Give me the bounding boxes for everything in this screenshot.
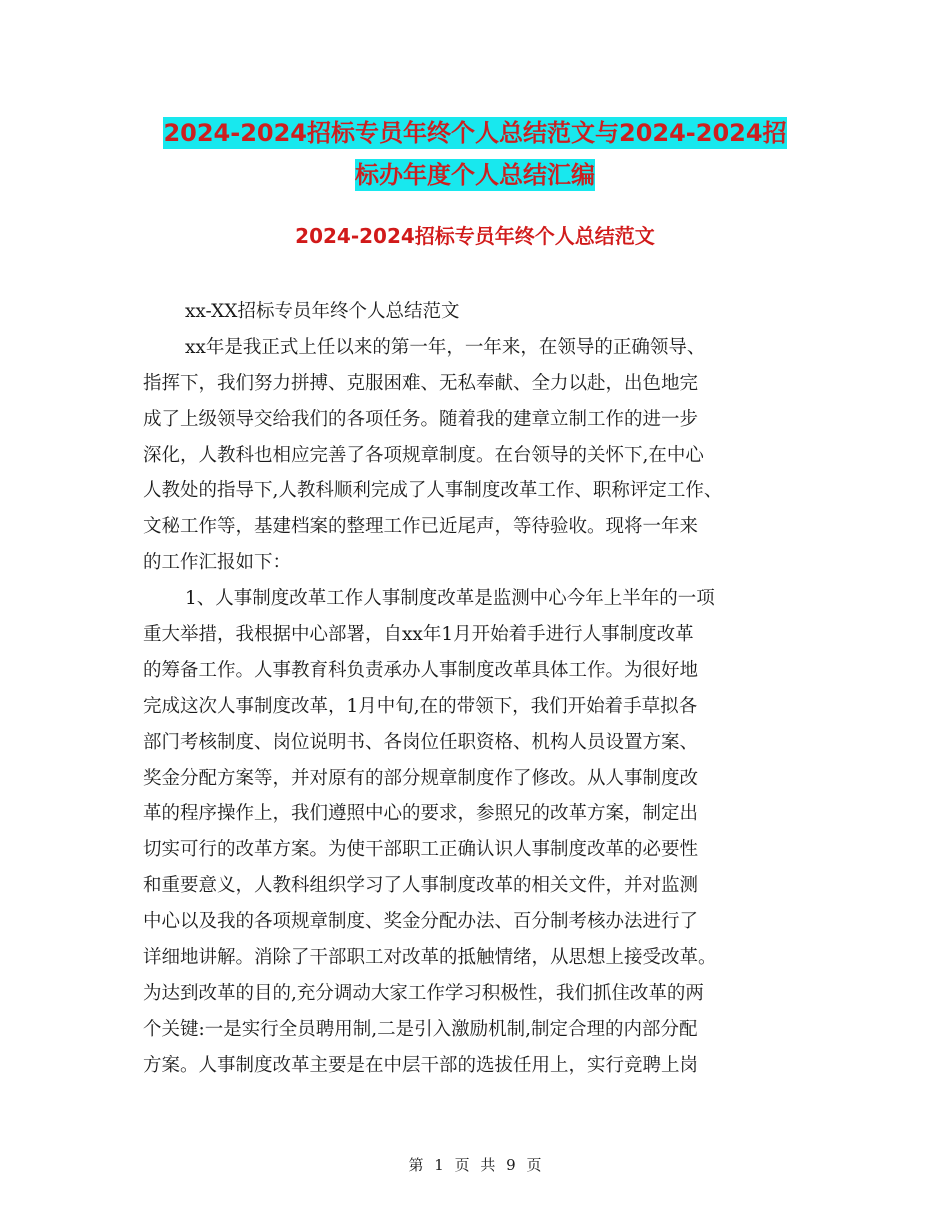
section-title: 2024-2024招标专员年终个人总结范文 <box>295 224 655 248</box>
document-title <box>120 112 830 196</box>
text-line: 成了上级领导交给我们的各项任务。随着我的建章立制工作的进一步 <box>143 408 699 430</box>
text-line: 个关键:一是实行全员聘用制,二是引入激励机制,制定合理的内部分配 <box>143 1018 698 1040</box>
text-line: 1、人事制度改革工作人事制度改革是监测中心今年上半年的一项 <box>185 588 715 610</box>
document-title-line-1: 2024-2024招标专员年终个人总结范文与2024-2024招 <box>163 119 787 147</box>
text-line: 的筹备工作。人事教育科负责承办人事制度改革具体工作。为很好地 <box>143 659 699 681</box>
text-line: 文秘工作等，基建档案的整理工作已近尾声，等待验收。现将一年来 <box>143 516 699 538</box>
text-line: 和重要意义，人教科组织学习了人事制度改革的相关文件，并对监测 <box>143 875 699 897</box>
text-line: 为达到改革的目的,充分调动大家工作学习积极性，我们抓住改革的两 <box>143 982 704 1004</box>
text-line: 人教处的指导下,人教科顺利完成了人事制度改革工作、职称评定工作、 <box>143 480 723 502</box>
text-line: 奖金分配方案等，并对原有的部分规章制度作了修改。从人事制度改 <box>143 767 699 789</box>
text-line: 部门考核制度、岗位说明书、各岗位任职资格、机构人员设置方案、 <box>143 731 699 753</box>
text-line: 详细地讲解。消除了干部职工对改革的抵触情绪，从思想上接受改革。 <box>143 947 717 969</box>
text-line: xx-XX招标专员年终个人总结范文 <box>185 301 460 322</box>
text-line: 中心以及我的各项规章制度、奖金分配办法、百分制考核办法进行了 <box>143 911 699 933</box>
text-line: 指挥下，我们努力拼搏、克服困难、无私奉献、全力以赴，出色地完 <box>143 372 699 394</box>
text-line: xx年是我正式上任以来的第一年，一年来，在领导的正确领导、 <box>185 336 706 358</box>
text-line: 革的程序操作上，我们遵照中心的要求，参照兄的改革方案，制定出 <box>143 803 699 825</box>
text-line: 完成这次人事制度改革，1月中旬,在的带领下，我们开始着手草拟各 <box>143 695 698 717</box>
text-line: 的工作汇报如下： <box>143 552 292 574</box>
document-title-line-2: 标办年度个人总结汇编 <box>355 161 595 189</box>
text-line: 重大举措，我根据中心部署，自xx年1月开始着手进行人事制度改革 <box>143 624 694 646</box>
text-line: 切实可行的改革方案。为使干部职工正确认识人事制度改革的必要性 <box>143 839 699 861</box>
body-text <box>143 294 818 1084</box>
text-line: 方案。人事制度改革主要是在中层干部的选拔任用上，实行竞聘上岗 <box>143 1054 699 1076</box>
text-line: 深化，人教科也相应完善了各项规章制度。在台领导的关怀下,在中心 <box>143 444 704 466</box>
page-footer: 第 1 页 共 9 页 <box>408 1156 542 1174</box>
